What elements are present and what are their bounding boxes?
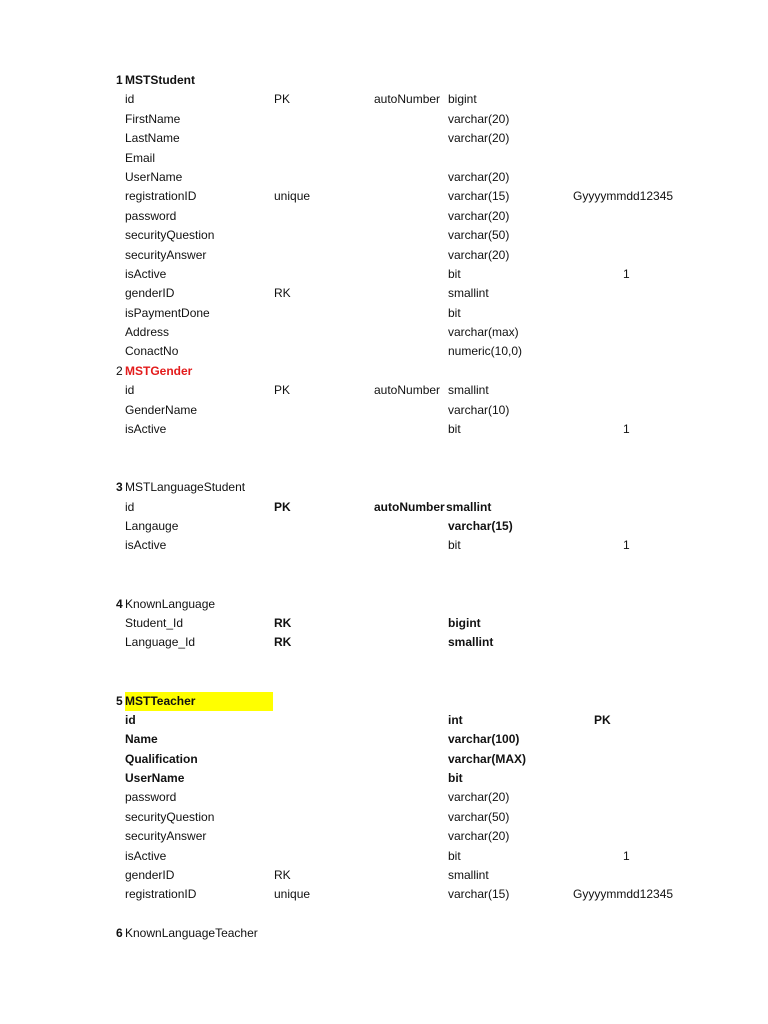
section-number: 4 [116, 596, 123, 611]
field-name: Qualification [125, 751, 198, 766]
field-type: bit [448, 266, 461, 281]
spacer [0, 672, 768, 691]
field-type: varchar(20) [448, 111, 510, 126]
field-row [0, 187, 768, 206]
field-row [0, 90, 768, 109]
field-type: varchar(100) [448, 732, 520, 747]
field-row [0, 168, 768, 187]
field-name: id [125, 499, 135, 514]
field-row [0, 847, 768, 866]
field-type: varchar(20) [448, 169, 510, 184]
field-type: bit [448, 848, 461, 863]
field-key: RK [274, 286, 291, 301]
section-number: 1 [116, 73, 123, 87]
field-row [0, 750, 768, 769]
field-key: RK [274, 868, 291, 883]
field-row [0, 284, 768, 303]
field-name: securityAnswer [125, 247, 207, 262]
field-type: varchar(50) [448, 809, 510, 824]
field-key: PK [274, 383, 291, 398]
field-key: unique [274, 189, 311, 204]
spacer [0, 905, 768, 924]
field-type: varchar(20) [448, 829, 510, 844]
table-name: MSTGender [125, 363, 193, 378]
field-key: unique [274, 887, 311, 902]
field-name: ConactNo [125, 344, 179, 359]
section-number: 6 [116, 926, 123, 941]
field-row [0, 110, 768, 129]
field-row [0, 769, 768, 788]
table-name: MSTStudent [125, 73, 195, 87]
spacer [0, 575, 768, 594]
field-name: isActive [125, 422, 167, 437]
field-row [0, 207, 768, 226]
field-name: isActive [125, 538, 167, 553]
field-name: securityQuestion [125, 228, 215, 243]
field-name: Student_Id [125, 615, 184, 630]
field-row [0, 420, 768, 439]
field-type: varchar(max) [448, 325, 519, 340]
field-type: varchar(15) [448, 518, 513, 533]
spacer [0, 556, 768, 575]
field-name: isActive [125, 848, 167, 863]
field-name: GenderName [125, 402, 198, 417]
field-name: LastName [125, 131, 180, 146]
spacer [0, 439, 768, 458]
field-row [0, 342, 768, 361]
field-type: numeric(10,0) [448, 344, 523, 359]
spacer [0, 459, 768, 478]
field-row [0, 149, 768, 168]
field-type: varchar(20) [448, 208, 510, 223]
field-default: 1 [623, 538, 630, 553]
section-header-mstteacher [0, 692, 768, 711]
field-type: smallint [448, 383, 489, 398]
field-name: UserName [125, 169, 183, 184]
field-type: smallint [448, 868, 489, 883]
field-note: Gyyyymmdd12345 [573, 887, 674, 902]
section-header-knownlanguageteacher [0, 924, 768, 943]
field-default: 1 [623, 422, 630, 437]
field-name: id [125, 712, 136, 727]
field-name: id [125, 383, 135, 398]
field-type: smallint [448, 286, 489, 301]
field-name: UserName [125, 771, 185, 786]
field-row [0, 866, 768, 885]
field-type: bit [448, 771, 463, 786]
field-row [0, 498, 768, 517]
field-name: Name [125, 732, 158, 747]
field-row [0, 246, 768, 265]
section-number: 3 [116, 480, 123, 495]
field-name: genderID [125, 868, 175, 883]
field-type: bigint [448, 615, 481, 630]
field-name: password [125, 208, 177, 223]
section-header-mstgender [0, 362, 768, 381]
field-row [0, 885, 768, 904]
table-name: MSTLanguageStudent [125, 480, 246, 495]
section-header-knownlanguage [0, 595, 768, 614]
field-row [0, 614, 768, 633]
field-type: bit [448, 305, 461, 320]
field-type: varchar(20) [448, 790, 510, 805]
field-type: varchar(50) [448, 228, 510, 243]
field-type: bit [448, 538, 461, 553]
field-name: Langauge [125, 518, 179, 533]
field-default: 1 [623, 266, 630, 281]
field-key: PK [274, 499, 291, 514]
field-name: Language_Id [125, 635, 196, 650]
field-name: registrationID [125, 189, 197, 204]
field-name: isActive [125, 266, 167, 281]
field-key: RK [274, 615, 292, 630]
field-row [0, 808, 768, 827]
field-note: Gyyyymmdd12345 [573, 189, 674, 204]
section-header-mstlanguagestudent [0, 478, 768, 497]
table-name: KnownLanguage [125, 596, 216, 611]
field-type: varchar(20) [448, 131, 510, 146]
field-type: int [448, 712, 463, 727]
section-number: 5 [116, 693, 123, 708]
table-name: MSTTeacher [125, 692, 273, 711]
field-row [0, 129, 768, 148]
field-name: securityQuestion [125, 809, 215, 824]
field-row [0, 323, 768, 342]
field-row [0, 536, 768, 555]
field-row [0, 401, 768, 420]
field-auto: autoNumber [374, 499, 445, 514]
field-row [0, 265, 768, 284]
field-type: smallint [446, 499, 492, 514]
field-type: varchar(15) [448, 887, 510, 902]
field-row [0, 730, 768, 749]
field-type: varchar(20) [448, 247, 510, 262]
field-row [0, 711, 768, 730]
field-name: id [125, 92, 135, 107]
field-auto: autoNumber [374, 92, 441, 107]
field-row [0, 517, 768, 536]
field-name: isPaymentDone [125, 305, 210, 320]
field-type: bit [448, 422, 461, 437]
field-name: password [125, 790, 177, 805]
field-row [0, 226, 768, 245]
field-name: genderID [125, 286, 175, 301]
field-row [0, 633, 768, 652]
field-type: smallint [448, 635, 494, 650]
spacer [0, 653, 768, 672]
field-name: Address [125, 325, 170, 340]
section-header-mststudent [0, 71, 768, 90]
field-name: registrationID [125, 887, 197, 902]
field-default: 1 [623, 848, 630, 863]
field-type: bigint [448, 92, 477, 107]
field-row [0, 381, 768, 400]
field-name: Email [125, 150, 156, 165]
field-pk-note: PK [594, 712, 611, 727]
field-type: varchar(10) [448, 402, 510, 417]
field-auto: autoNumber [374, 383, 441, 398]
field-type: varchar(MAX) [448, 751, 527, 766]
field-type: varchar(15) [448, 189, 510, 204]
field-name: securityAnswer [125, 829, 207, 844]
table-name: KnownLanguageTeacher [125, 926, 258, 941]
section-number: 2 [116, 363, 123, 378]
field-row [0, 788, 768, 807]
field-row [0, 304, 768, 323]
schema-sheet [0, 71, 768, 944]
field-key: PK [274, 92, 291, 107]
field-name: FirstName [125, 111, 181, 126]
field-key: RK [274, 635, 292, 650]
field-row [0, 827, 768, 846]
